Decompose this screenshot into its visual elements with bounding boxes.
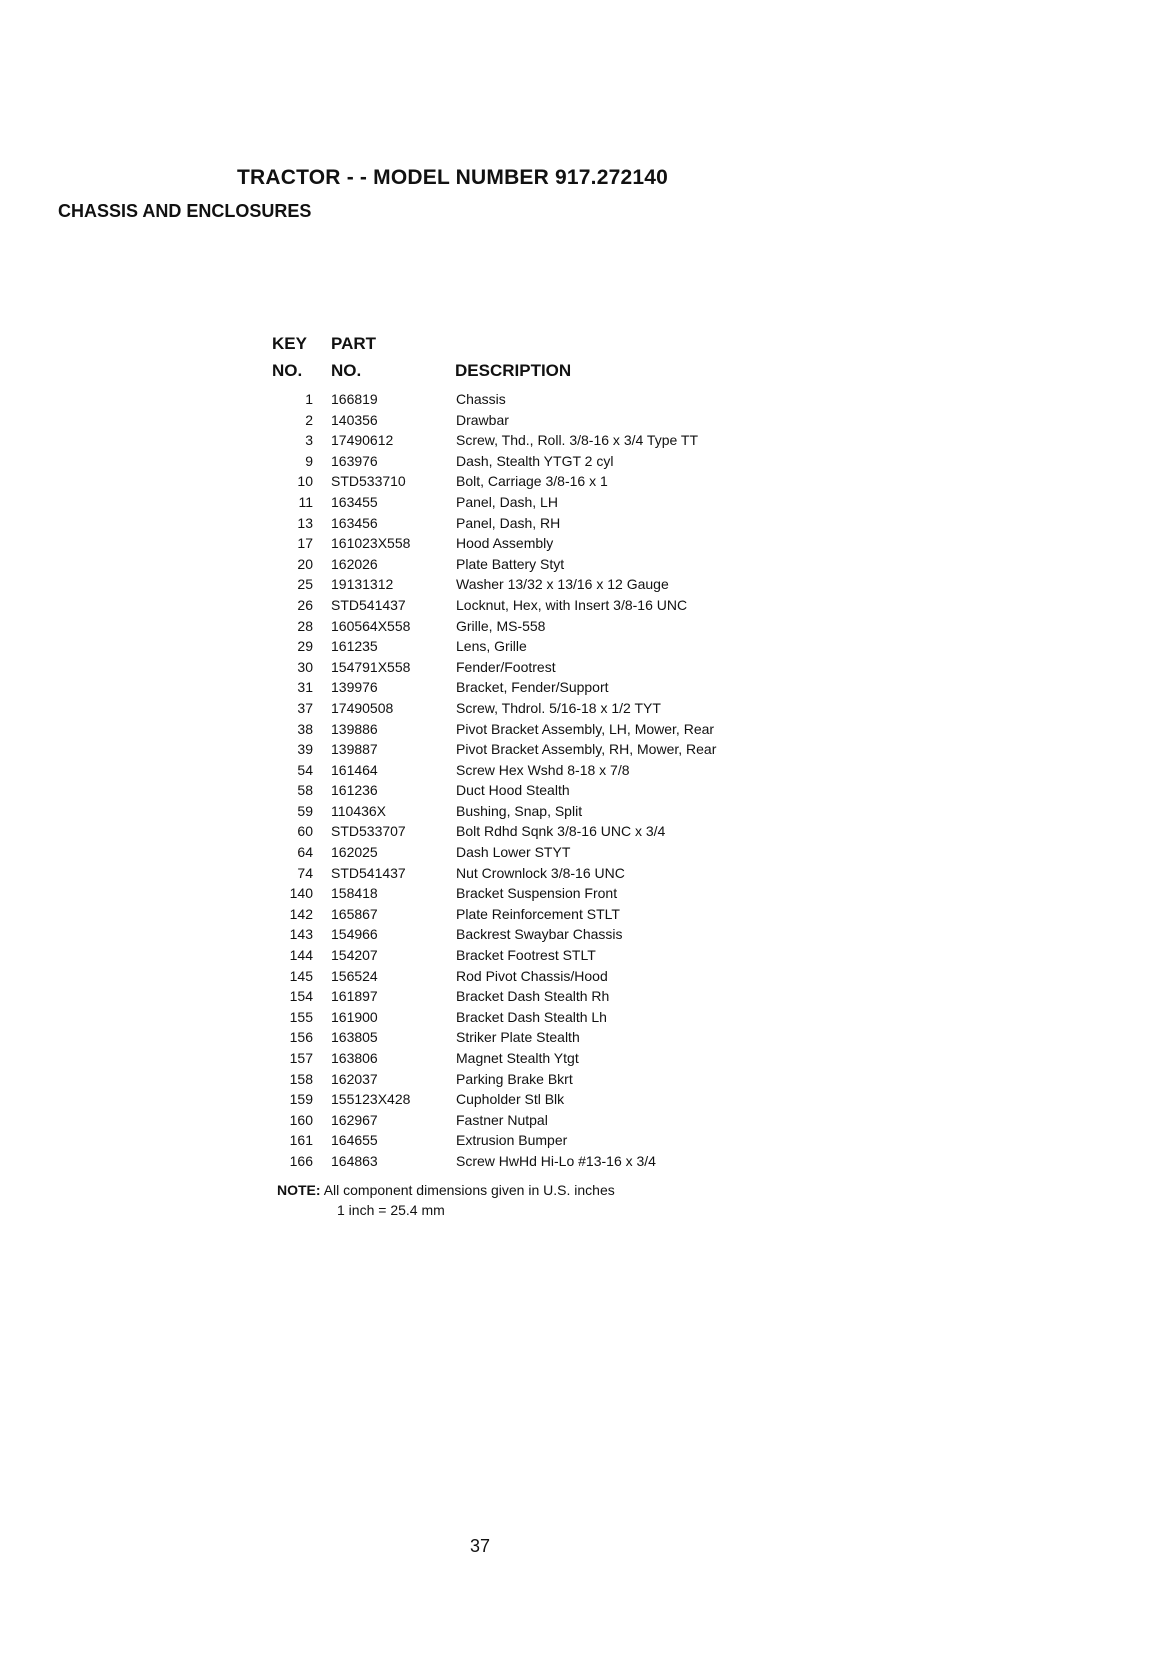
part-description: Cupholder Stl Blk xyxy=(456,1091,565,1108)
key-number: 166 xyxy=(289,1152,313,1169)
key-number: 1 xyxy=(305,391,313,407)
part-number: 110436X xyxy=(331,802,387,819)
key-number: 58 xyxy=(297,782,313,799)
key-number: 17 xyxy=(297,535,313,552)
parts-row xyxy=(260,1027,820,1048)
parts-row xyxy=(260,657,820,678)
part-description: Magnet Stealth Ytgt xyxy=(456,1050,579,1066)
part-description: Bracket Dash Stealth Rh xyxy=(456,988,610,1005)
part-description: Locknut, Hex, with Insert 3/8-16 UNC xyxy=(456,596,688,613)
part-description: Bracket, Fender/Support xyxy=(456,679,609,696)
parts-row xyxy=(260,1007,820,1028)
part-description: Screw, Thdrol. 5/16-18 x 1/2 TYT xyxy=(456,699,661,716)
part-description: Pivot Bracket Assembly, LH, Mower, Rear xyxy=(456,720,715,737)
key-number: 28 xyxy=(297,617,313,634)
key-number: 64 xyxy=(297,844,313,861)
parts-row xyxy=(260,924,820,945)
part-number: 161464 xyxy=(331,761,378,778)
part-number: 160564X558 xyxy=(331,617,411,634)
part-description: Bracket Suspension Front xyxy=(456,885,618,902)
parts-row xyxy=(260,677,820,698)
column-header-part: PART xyxy=(331,334,377,353)
part-number: 162026 xyxy=(331,555,378,572)
part-number: 140356 xyxy=(331,411,378,428)
note xyxy=(277,1180,615,1200)
key-number: 159 xyxy=(289,1091,313,1108)
key-number: 142 xyxy=(289,905,313,922)
part-number: 162037 xyxy=(331,1070,378,1087)
page-number: 37 xyxy=(470,1536,491,1556)
key-number: 29 xyxy=(297,638,313,655)
key-number: 144 xyxy=(289,947,313,964)
key-number: 60 xyxy=(297,823,313,840)
part-description: Grille, MS-558 xyxy=(456,617,546,634)
part-number: 161235 xyxy=(331,638,378,655)
part-number: 161236 xyxy=(331,782,378,799)
part-description: Duct Hood Stealth xyxy=(456,782,570,799)
part-description: Bracket Dash Stealth Lh xyxy=(456,1008,607,1025)
section-title: CHASSIS AND ENCLOSURES xyxy=(58,201,312,221)
part-number: 154966 xyxy=(331,926,378,943)
part-number: 154791X558 xyxy=(331,658,411,675)
parts-row xyxy=(260,430,820,451)
part-number: 161023X558 xyxy=(331,535,411,552)
key-number: 155 xyxy=(289,1008,313,1025)
parts-row xyxy=(260,1110,820,1131)
key-number: 156 xyxy=(289,1029,313,1046)
part-description: Backrest Swaybar Chassis xyxy=(456,926,623,943)
parts-row xyxy=(260,492,820,513)
key-number: 54 xyxy=(297,761,313,778)
part-description: Washer 13/32 x 13/16 x 12 Gauge xyxy=(456,576,669,593)
parts-row xyxy=(260,719,820,740)
parts-row xyxy=(260,389,820,410)
parts-row xyxy=(260,1130,820,1151)
parts-row xyxy=(260,883,820,904)
key-number: 10 xyxy=(297,473,313,490)
parts-list xyxy=(260,389,820,1172)
part-description: Nut Crownlock 3/8-16 UNC xyxy=(456,864,625,881)
part-number: 162025 xyxy=(331,844,378,861)
part-number: 163806 xyxy=(331,1050,378,1066)
part-description: Screw, Thd., Roll. 3/8-16 x 3/4 Type TT xyxy=(456,432,699,449)
key-number: 157 xyxy=(289,1050,313,1066)
parts-row xyxy=(260,574,820,595)
part-number: 163455 xyxy=(331,493,378,510)
parts-row xyxy=(260,471,820,492)
parts-row xyxy=(260,410,820,431)
parts-row xyxy=(260,801,820,822)
key-number: 145 xyxy=(289,967,313,984)
part-description: Lens, Grille xyxy=(456,638,527,655)
key-number: 26 xyxy=(297,596,313,613)
parts-row xyxy=(260,739,820,760)
key-number: 13 xyxy=(297,514,313,531)
column-header-description: DESCRIPTION xyxy=(455,361,572,380)
part-number: 165867 xyxy=(331,905,378,922)
key-number: 39 xyxy=(297,741,313,758)
column-header-part-no: NO. xyxy=(331,361,362,380)
key-number: 2 xyxy=(305,411,313,428)
part-description: Panel, Dash, LH xyxy=(456,493,558,510)
key-number: 9 xyxy=(305,452,313,469)
part-description: Striker Plate Stealth xyxy=(456,1029,580,1046)
part-description: Plate Reinforcement STLT xyxy=(456,905,620,922)
key-number: 140 xyxy=(289,885,313,902)
part-number: 161900 xyxy=(331,1008,378,1025)
key-number: 20 xyxy=(297,555,313,572)
part-number: 155123X428 xyxy=(331,1091,411,1108)
part-description: Fender/Footrest xyxy=(456,658,556,675)
parts-row xyxy=(260,966,820,987)
key-number: 160 xyxy=(289,1111,313,1128)
part-number: 139887 xyxy=(331,741,378,758)
parts-row xyxy=(260,1069,820,1090)
part-description: Dash, Stealth YTGT 2 cyl xyxy=(456,452,614,469)
parts-row xyxy=(260,842,820,863)
part-description: Parking Brake Bkrt xyxy=(456,1070,573,1087)
part-description: Bushing, Snap, Split xyxy=(456,802,583,819)
part-description: Panel, Dash, RH xyxy=(456,514,561,531)
part-number: 163976 xyxy=(331,452,378,469)
part-description: Plate Battery Styt xyxy=(456,555,565,572)
parts-row xyxy=(260,1048,820,1069)
part-number: 139976 xyxy=(331,679,378,696)
page-title: TRACTOR - - MODEL NUMBER 917.272140 xyxy=(237,166,668,189)
parts-row xyxy=(260,821,820,842)
part-number: 164863 xyxy=(331,1152,378,1169)
key-number: 30 xyxy=(297,658,313,675)
part-description: Screw HwHd Hi-Lo #13-16 x 3/4 xyxy=(456,1152,656,1169)
parts-row xyxy=(260,451,820,472)
key-number: 11 xyxy=(298,493,313,510)
parts-row xyxy=(260,986,820,1007)
part-number: 19131312 xyxy=(331,576,394,593)
part-number: STD533710 xyxy=(331,473,406,490)
key-number: 74 xyxy=(297,864,313,881)
part-number: 163805 xyxy=(331,1029,378,1046)
parts-row xyxy=(260,513,820,534)
column-header-key-no: NO. xyxy=(272,361,303,380)
parts-row xyxy=(260,533,820,554)
part-description: Screw Hex Wshd 8-18 x 7/8 xyxy=(456,761,630,778)
key-number: 31 xyxy=(297,679,313,696)
part-number: STD541437 xyxy=(331,864,406,881)
key-number: 38 xyxy=(297,720,313,737)
parts-row xyxy=(260,554,820,575)
note-conversion: 1 inch = 25.4 mm xyxy=(337,1202,445,1218)
part-number: 154207 xyxy=(331,947,378,964)
parts-row xyxy=(260,863,820,884)
part-number: STD533707 xyxy=(331,823,406,840)
parts-row xyxy=(260,616,820,637)
part-description: Extrusion Bumper xyxy=(456,1132,568,1149)
note-label: NOTE: xyxy=(277,1182,321,1198)
key-number: 59 xyxy=(297,802,313,819)
column-header-key: KEY xyxy=(272,334,307,353)
part-description: Dash Lower STYT xyxy=(456,844,571,861)
part-description: Rod Pivot Chassis/Hood xyxy=(456,967,608,984)
key-number: 25 xyxy=(297,576,313,593)
parts-row xyxy=(260,1089,820,1110)
parts-row xyxy=(260,636,820,657)
parts-row xyxy=(260,945,820,966)
key-number: 37 xyxy=(297,699,313,716)
part-number: 158418 xyxy=(331,885,378,902)
parts-row xyxy=(260,595,820,616)
part-description: Pivot Bracket Assembly, RH, Mower, Rear xyxy=(456,741,717,758)
part-description: Fastner Nutpal xyxy=(456,1111,548,1128)
part-description: Bolt, Carriage 3/8-16 x 1 xyxy=(456,473,608,490)
parts-row xyxy=(260,1151,820,1172)
parts-row xyxy=(260,760,820,781)
part-number: STD541437 xyxy=(331,596,406,613)
part-number: 161897 xyxy=(331,988,378,1005)
parts-row xyxy=(260,780,820,801)
part-number: 166819 xyxy=(331,391,378,407)
key-number: 158 xyxy=(289,1070,313,1087)
part-description: Hood Assembly xyxy=(456,535,554,552)
part-number: 17490612 xyxy=(331,432,394,449)
part-description: Drawbar xyxy=(456,411,509,428)
part-number: 17490508 xyxy=(331,699,394,716)
part-description: Bolt Rdhd Sqnk 3/8-16 UNC x 3/4 xyxy=(456,823,666,840)
part-number: 163456 xyxy=(331,514,378,531)
parts-row xyxy=(260,904,820,925)
key-number: 154 xyxy=(289,988,313,1005)
key-number: 143 xyxy=(289,926,313,943)
part-number: 164655 xyxy=(331,1132,378,1149)
part-number: 162967 xyxy=(331,1111,378,1128)
part-number: 156524 xyxy=(331,967,378,984)
note-text: All component dimensions given in U.S. inches xyxy=(323,1182,615,1198)
key-number: 3 xyxy=(305,432,313,449)
part-number: 139886 xyxy=(331,720,378,737)
parts-row xyxy=(260,698,820,719)
part-description: Chassis xyxy=(456,391,506,407)
part-description: Bracket Footrest STLT xyxy=(456,947,596,964)
key-number: 161 xyxy=(289,1132,313,1149)
